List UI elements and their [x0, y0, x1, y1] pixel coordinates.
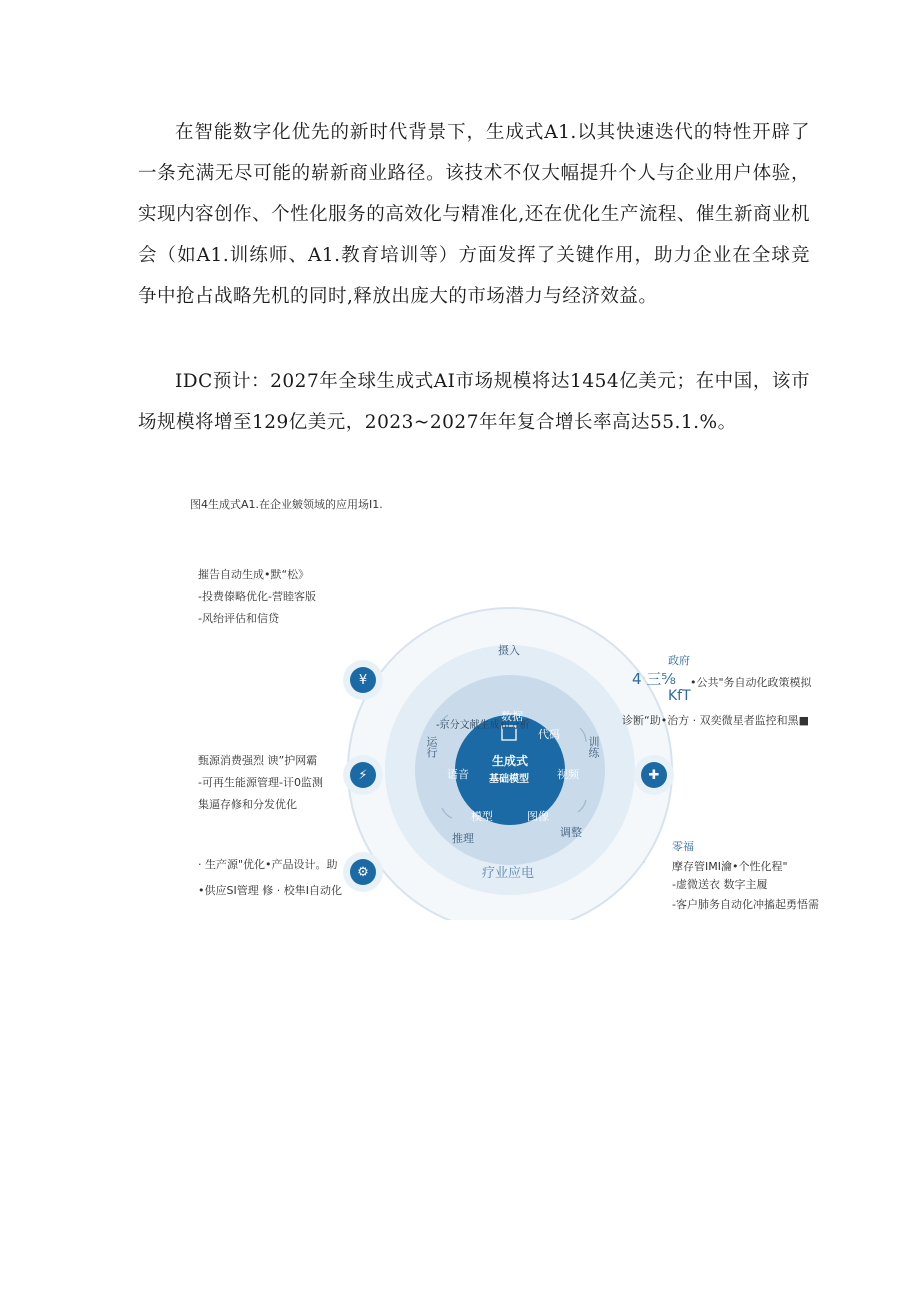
government-header: 政府 [668, 654, 690, 667]
inner-label-video: 视频 [557, 768, 579, 781]
finance-line-2: -投费傣略优化-营睦客版 [198, 590, 316, 603]
government-line-3: 诊断“助•治方 · 双奕微星者监控和黑■ [622, 714, 810, 727]
medical-icon: ✚ [634, 755, 674, 795]
inner-label-data: 数据 [501, 710, 523, 723]
finance-icon: ¥ [343, 660, 383, 700]
energy-tower-icon: ⚡ [343, 755, 383, 795]
figure-caption: 图4生成式A1.在企业皴领域的应用场I1. [190, 498, 383, 511]
ring-label-adjust: 调整 [560, 826, 582, 839]
ring-label-run: 运行 [425, 736, 438, 758]
factory-icon: ⚙ [343, 852, 383, 892]
energy-line-2: -可再生能源管理-讦0监测 [198, 776, 323, 789]
retail-line-3: -客户肺务自动化冲搐起勇悟需 [672, 898, 819, 911]
energy-line-3: 集逼存修和分发优化 [198, 798, 297, 811]
inner-label-voice: 语音 [447, 768, 469, 781]
manufacturing-line-1: · 生产源"优化•产品设计。助 [198, 858, 338, 871]
diagram-svg [190, 490, 830, 920]
ring-label-train: 训练 [587, 736, 600, 758]
inner-label-code: 代码 [538, 728, 560, 741]
ring-label-infer: 推理 [452, 832, 474, 845]
government-number: 4 三⅝ [632, 670, 676, 688]
ring-label-ingest: 摄入 [498, 644, 520, 657]
inner-label-model: 模型 [471, 810, 493, 823]
finance-line-1: 摧告自动生成•默“松》 [198, 568, 310, 581]
manufacturing-line-2: •供应SI管理 修 · 校隼I自动化 [198, 884, 342, 897]
retail-header: 零福 [672, 840, 694, 853]
arc-label: 疗业应电 [482, 866, 535, 881]
center-note: -京分文献生成和分析 [436, 720, 530, 731]
inner-label-image: 图像 [527, 810, 549, 823]
idc-paragraph: IDC预计：2027年全球生成式AI市场规模将达1454亿美元；在中国，该市场规模将增至129亿美元，2023~2027年年复合增长率高达55.1.%。 [138, 371, 810, 433]
retail-line-1: 摩存管IMI瀹•个性化程" [672, 860, 788, 873]
energy-line-1: 甄源消费强烈 谀”护网霸 [198, 754, 318, 767]
intro-paragraph: 在智能数字化优先的新时代背景下，生成式A1.以其快速迭代的特性开辟了一条充满无尽可能的崭新商业路径。该技术不仅大幅提升个人与企业用户体验，实现内容创作、个性化服务的高效化与精准化,还在优化生产流程、催生新商业机会（如A1.训练师、A1.教育培训等）方面发挥了关键作用，助力企业在全球竞争中抢占战略先机的同时,释放出庞大的市场潜力与经济效益。 [138, 122, 810, 307]
core-subtitle: 基础模型 [489, 774, 529, 785]
retail-line-2: -虚微送衣 数字主履 [672, 878, 768, 891]
finance-line-3: -风绐评估和信贷 [198, 612, 279, 625]
core-title: 生成式 [492, 754, 529, 768]
government-line-1: •公共"务自动化政策模拟 [690, 676, 812, 689]
application-figure [190, 490, 830, 920]
government-line-2: KfT [668, 688, 691, 704]
